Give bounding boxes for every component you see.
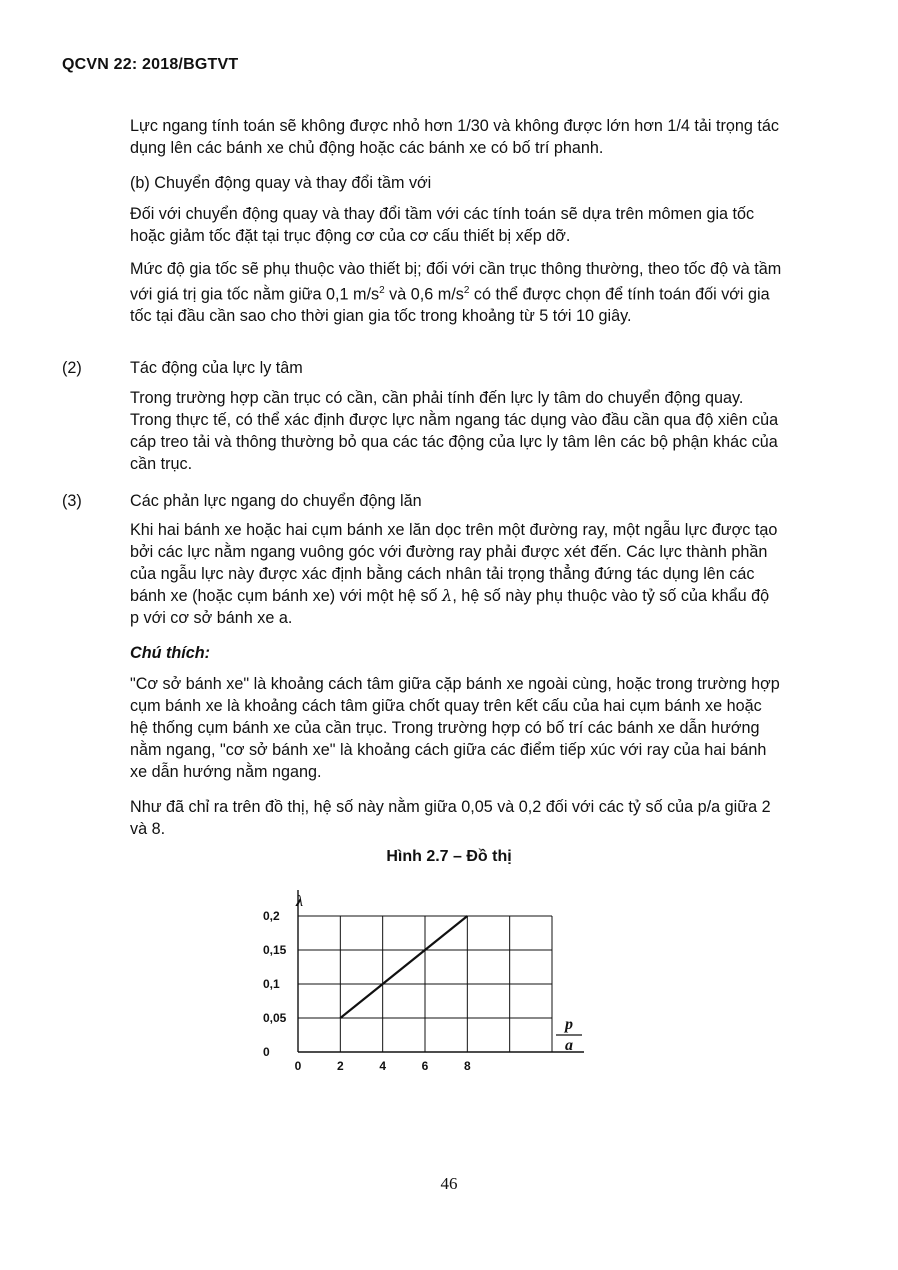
subheading-rotation: (b) Chuyển động quay và thay đổi tầm với <box>130 174 432 192</box>
paragraph-acceleration: Mức độ gia tốc sẽ phụ thuộc vào thiết bị; đối với cần trục thông thường, theo tốc độ và tầm với giá trị gia tốc nằm giữa 0,1 $m/s^2$ và 0,6 $m/s^2$ có thể được chọn để tính toán đối với gia tốc tại đầu cần sao cho thời gian gia tốc trong khoảng từ 5 tới 10 giây. <box>130 260 782 326</box>
x-tick-label: 0 <box>294 1059 302 1073</box>
page-number: 46 <box>440 1174 458 1193</box>
subheading-centrifugal: Tác động của lực ly tâm <box>130 359 303 377</box>
y-tick-label: 0 <box>263 1045 270 1059</box>
y-tick-label: 0,15 <box>263 943 287 957</box>
x-tick-label: 6 <box>421 1059 429 1073</box>
paragraph-ratio: Như đã chỉ ra trên đồ thị, hệ số này nằm giữa 0,05 và 0,2 đối với các tỷ số của p/a giữa 2 và 8. <box>130 798 771 838</box>
x-axis-label-numerator: p <box>565 1016 573 1033</box>
figure-title: Hình 2.7 – Đồ thị <box>386 848 512 865</box>
x-tick-label: 8 <box>463 1059 471 1073</box>
y-tick-label: 0,2 <box>263 909 280 923</box>
y-axis-label: λ <box>296 893 304 910</box>
section-number-3: (3) <box>62 492 82 510</box>
superscript: 2 <box>379 285 385 296</box>
subheading-rolling: Các phản lực ngang do chuyển động lăn <box>130 492 422 510</box>
paragraph-horizontal-force: Lực ngang tính toán sẽ không được nhỏ hơn 1/30 và không được lớn hơn 1/4 tải trọng tác dụng lên các bánh xe chủ động hoặc các bánh xe có bố trí phanh. <box>130 117 779 157</box>
document-code: QCVN 22: 2018/BGTVT <box>62 56 239 73</box>
x-tick-label: 4 <box>379 1059 387 1073</box>
data-series-line <box>340 916 467 1018</box>
x-axis-label-denominator: a <box>565 1037 573 1054</box>
section-number-2: (2) <box>62 359 82 377</box>
paragraph-note: "Cơ sở bánh xe" là khoảng cách tâm giữa cặp bánh xe ngoài cùng, hoặc trong trường hợp cụm bánh xe là khoảng cách tâm giữa chốt quay trên kết cấu của hai cụm bánh xe hoặc hệ thống cụm bánh xe của cần trục. Trong trường hợp có bố trí các bánh xe dẫn hướng nằm ngang, "cơ sở bánh xe" là khoảng cách giữa các điểm tiếp xúc với ray của hai bánh xe dẫn hướng nằm ngang. <box>130 675 780 781</box>
paragraph-rotation-moment: Đối với chuyển động quay và thay đổi tầm với các tính toán sẽ dựa trên mômen gia tốc hoặc giảm tốc đặt tại trục động cơ của cơ cấu thiết bị xếp dỡ. <box>130 205 755 245</box>
note-label: Chú thích: <box>130 644 211 662</box>
superscript: 2 <box>463 285 470 296</box>
x-tick-label: 2 <box>336 1059 344 1073</box>
y-tick-label: 0,1 <box>263 977 280 991</box>
y-tick-label: 0,05 <box>263 1011 287 1025</box>
paragraph-rolling: Khi hai bánh xe hoặc hai cụm bánh xe lăn dọc trên một đường ray, một ngẫu lực được tạo bởi các lực nằm ngang vuông góc với đường ray phải được xét đến. Các lực thành phần của ngẫu lực này được xác định bằng cách nhân tải trọng thẳng đứng tác dụng lên các bánh xe (hoặc cụm bánh xe) với một hệ số λ, hệ số này phụ thuộc vào tỷ số của khẩu độ p với cơ sở bánh xe a. <box>130 521 778 627</box>
lambda-symbol: λ <box>442 586 453 605</box>
paragraph-centrifugal: Trong trường hợp cần trục có cần, cần phải tính đến lực ly tâm do chuyển động quay. Trong thực tế, có thể xác định được lực nằm ngang tác dụng vào đầu cần qua độ xiên của cáp treo tải và thông thường bỏ qua các tác động của lực ly tâm lên các bộ phận khác của cần trục. <box>130 389 779 473</box>
